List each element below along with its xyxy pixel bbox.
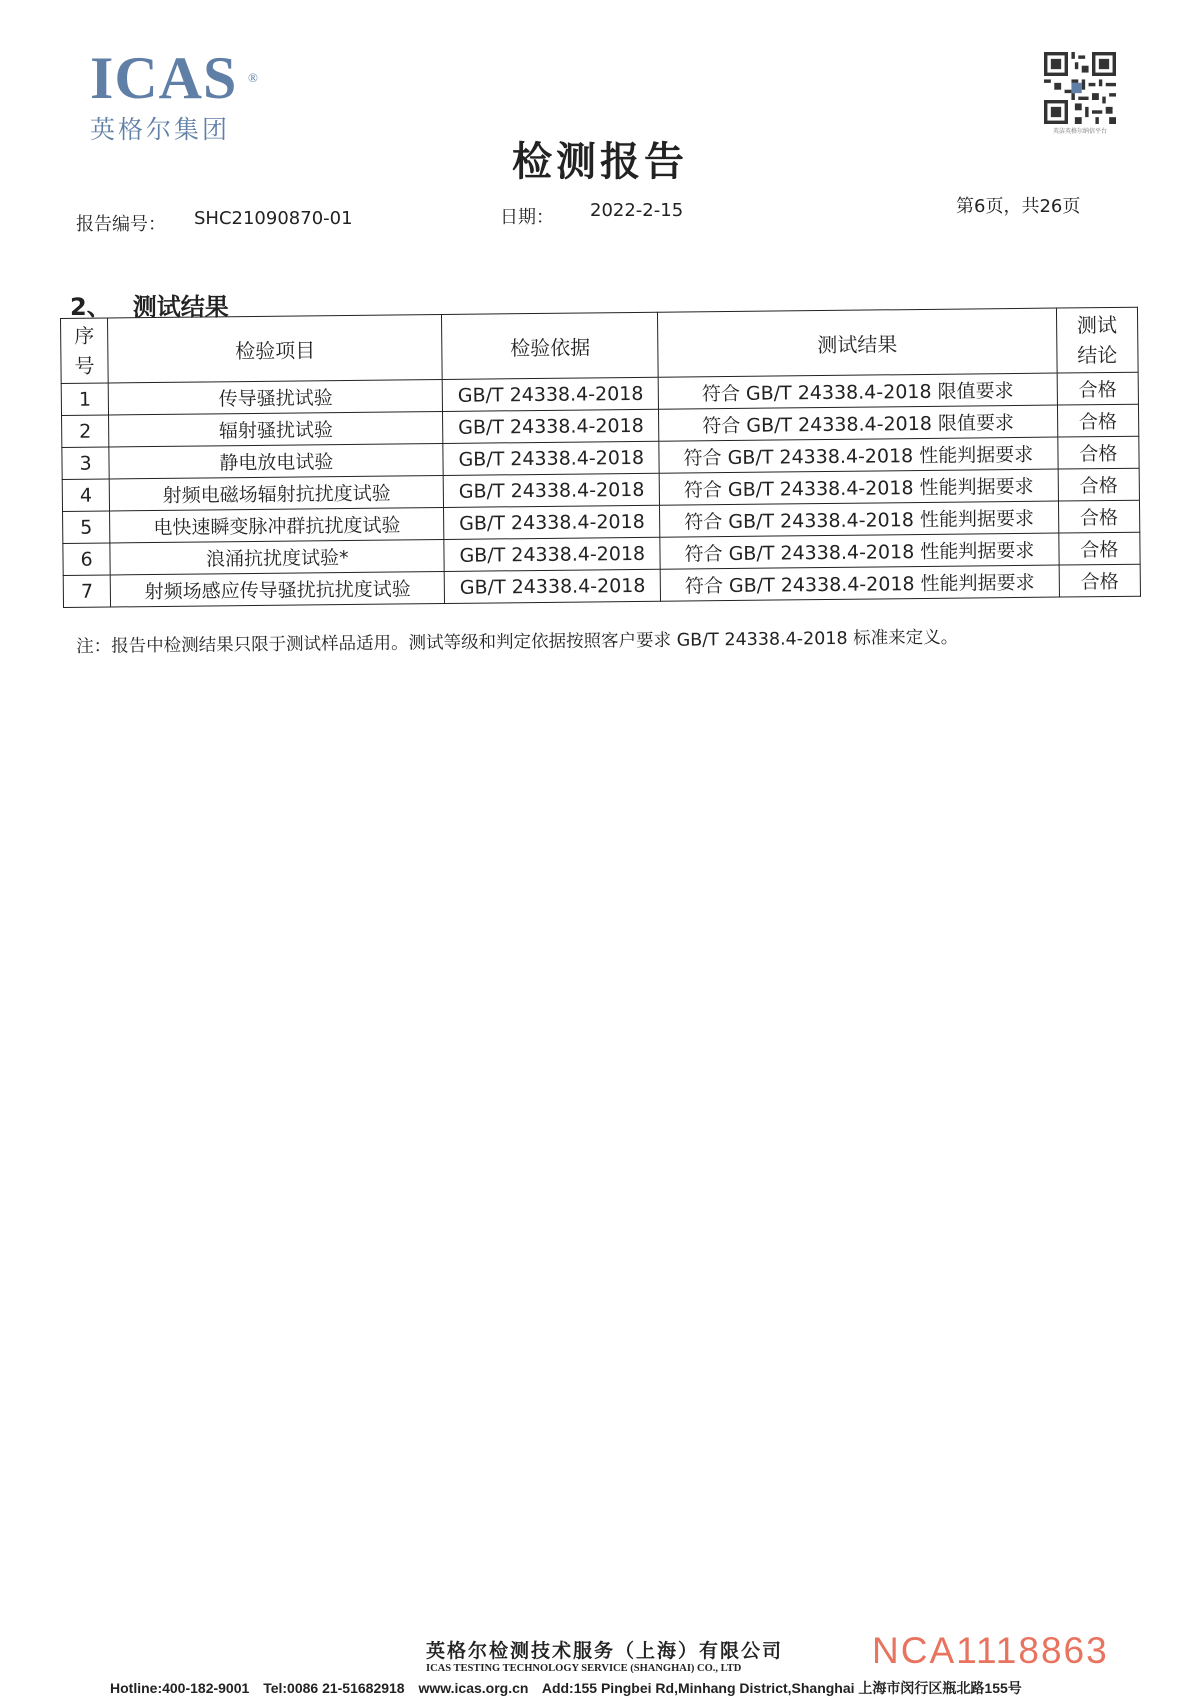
company-name-cn: 英格尔检测技术服务（上海）有限公司 xyxy=(426,1640,784,1662)
registered-mark: ® xyxy=(248,70,259,85)
cell-no: 5 xyxy=(63,511,111,543)
telephone: Tel:0086 21-51682918 xyxy=(263,1680,405,1696)
header-no: 序 号 xyxy=(61,318,109,383)
header-result: 测试结果 xyxy=(658,308,1057,377)
address: Add:155 Pingbei Rd,Minhang District,Shanghai 上海市闵行区瓶北路155号 xyxy=(541,1680,1022,1696)
cell-no: 7 xyxy=(63,575,111,607)
cell-no: 3 xyxy=(62,447,110,479)
page-info: 第6页，共26页 xyxy=(956,196,1081,217)
cell-item: 射频场感应传导骚扰抗扰度试验 xyxy=(110,571,445,606)
cell-item: 射频电磁场辐射抗扰度试验 xyxy=(109,475,444,510)
cell-item: 辐射骚扰试验 xyxy=(109,411,444,446)
company-name-en: ICAS TESTING TECHNOLOGY SERVICE (SHANGHAI) CO., LTD xyxy=(426,1663,742,1674)
qr-caption: 英洁英格尔纳信平台 xyxy=(1052,128,1107,135)
header-item: 检验项目 xyxy=(108,315,443,383)
report-number: SHC21090870-01 xyxy=(194,208,353,229)
cell-result: 符合 GB/T 24338.4-2018 性能判据要求 xyxy=(659,437,1058,473)
cell-basis: GB/T 24338.4-2018 xyxy=(443,441,659,475)
date-label: 日期： xyxy=(500,207,554,228)
contact-bar xyxy=(110,1678,1022,1698)
table-header-row xyxy=(61,307,1139,383)
header-conclusion: 测试 结论 xyxy=(1056,307,1138,373)
section-title: 测试结果 xyxy=(132,293,229,321)
cell-item: 电快速瞬变脉冲群抗扰度试验 xyxy=(110,507,445,542)
logo-subtitle: 英格尔集团 xyxy=(90,115,231,144)
cell-basis: GB/T 24338.4-2018 xyxy=(445,569,661,603)
cell-no: 4 xyxy=(62,479,110,511)
qr-code-icon xyxy=(1044,52,1116,124)
cell-basis: GB/T 24338.4-2018 xyxy=(444,537,660,571)
cell-conclusion: 合格 xyxy=(1058,468,1140,501)
cell-result: 符合 GB/T 24338.4-2018 性能判据要求 xyxy=(660,501,1059,537)
header-basis: 检验依据 xyxy=(442,312,658,379)
cell-result: 符合 GB/T 24338.4-2018 限值要求 xyxy=(659,405,1058,441)
logo-text: ICAS xyxy=(90,45,238,111)
cell-result: 符合 GB/T 24338.4-2018 性能判据要求 xyxy=(659,469,1058,505)
section-number: 2、 xyxy=(70,293,111,321)
cell-conclusion: 合格 xyxy=(1058,532,1140,565)
cell-conclusion: 合格 xyxy=(1058,500,1140,533)
report-number-label: 报告编号： xyxy=(76,214,166,235)
cell-basis: GB/T 24338.4-2018 xyxy=(444,505,660,539)
cell-basis: GB/T 24338.4-2018 xyxy=(444,473,660,507)
results-table xyxy=(60,307,1141,608)
hotline: Hotline:400-182-9001 xyxy=(110,1680,250,1696)
cell-basis: GB/T 24338.4-2018 xyxy=(443,409,659,443)
table-note: 注：报告中检测结果只限于测试样品适用。测试等级和判定依据按照客户要求 GB/T 24338.4-2018 标准来定义。 xyxy=(76,627,959,657)
cell-item: 静电放电试验 xyxy=(109,443,444,478)
document-title: 检测报告 xyxy=(512,139,688,185)
cell-conclusion: 合格 xyxy=(1059,564,1141,597)
cell-item: 传导骚扰试验 xyxy=(108,379,443,414)
report-date: 2022-2-15 xyxy=(590,200,684,221)
cell-conclusion: 合格 xyxy=(1057,372,1139,405)
cell-no: 6 xyxy=(63,543,111,575)
cell-result: 符合 GB/T 24338.4-2018 性能判据要求 xyxy=(660,533,1059,569)
cell-result: 符合 GB/T 24338.4-2018 性能判据要求 xyxy=(660,565,1059,601)
cell-no: 1 xyxy=(61,383,109,415)
cell-result: 符合 GB/T 24338.4-2018 限值要求 xyxy=(658,373,1057,409)
cell-no: 2 xyxy=(62,415,110,447)
serial-number: NCA1118863 xyxy=(872,1630,1109,1671)
cell-item: 浪涌抗扰度试验* xyxy=(110,539,445,574)
cell-basis: GB/T 24338.4-2018 xyxy=(443,377,659,411)
cell-conclusion: 合格 xyxy=(1057,404,1139,437)
cell-conclusion: 合格 xyxy=(1057,436,1139,469)
website-link[interactable]: www.icas.org.cn xyxy=(418,1680,529,1696)
